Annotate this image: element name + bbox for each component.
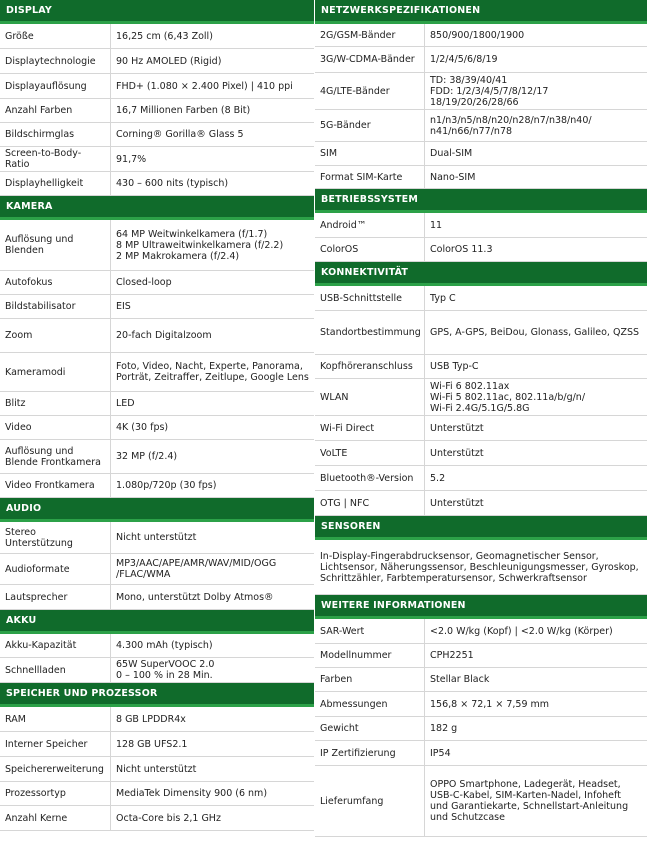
spec-value: 64 MP Weitwinkelkamera (f/1.7) 8 MP Ultraweitwinkelkamera (f/2.2) 2 MP Makrokamera (f/2.4) bbox=[116, 228, 284, 262]
spec-row bbox=[315, 238, 647, 262]
spec-value: 4K (30 fps) bbox=[116, 422, 169, 433]
spec-value: CPH2251 bbox=[430, 650, 474, 661]
spec-row bbox=[0, 172, 314, 196]
spec-value: 850/900/1800/1900 bbox=[430, 29, 525, 41]
spec-label: Audioformate bbox=[0, 554, 111, 584]
spec-label: 2G/GSM-Bänder bbox=[315, 24, 425, 46]
spec-row bbox=[0, 522, 314, 554]
spec-label: Modellnummer bbox=[315, 644, 425, 667]
spec-value: OPPO Smartphone, Ladegerät, Headset, USB-C-Kabel, SIM-Karten-Nadel, Infoheft und Garantiekarte, Schnellstart-Anleitung und Schutzcase bbox=[430, 779, 629, 823]
spec-label: VoLTE bbox=[315, 441, 425, 465]
spec-row bbox=[315, 142, 647, 166]
spec-value: Wi-Fi 6 802.11ax Wi-Fi 5 802.11ac, 802.11a/b/g/n/ Wi-Fi 2.4G/5.1G/5.8G bbox=[430, 380, 586, 414]
spec-row bbox=[0, 757, 314, 782]
spec-row bbox=[0, 295, 314, 319]
spec-label: Displayhelligkeit bbox=[0, 172, 111, 195]
spec-label: Farben bbox=[315, 668, 425, 691]
spec-row bbox=[315, 286, 647, 311]
spec-value: EIS bbox=[116, 301, 131, 312]
spec-label: Video bbox=[0, 416, 111, 439]
spec-label: Bildschirmglas bbox=[0, 123, 111, 146]
spec-row bbox=[315, 47, 647, 73]
spec-value: 5.2 bbox=[430, 472, 446, 484]
spec-value: MP3/AAC/APE/AMR/WAV/MID/OGG /FLAC/WMA bbox=[116, 558, 277, 580]
spec-value: Corning® Gorilla® Glass 5 bbox=[116, 129, 244, 140]
spec-value: 182 g bbox=[430, 723, 458, 734]
spec-label: Wi-Fi Direct bbox=[315, 416, 425, 440]
spec-label: Kopfhöreranschluss bbox=[315, 355, 425, 378]
spec-row bbox=[0, 49, 314, 74]
spec-row bbox=[0, 123, 314, 147]
spec-row bbox=[315, 379, 647, 416]
spec-value: Nano-SIM bbox=[430, 171, 476, 183]
spec-label: Lieferumfang bbox=[315, 766, 425, 836]
spec-row bbox=[315, 692, 647, 717]
spec-value: LED bbox=[116, 398, 135, 409]
spec-row bbox=[0, 99, 314, 123]
spec-value: 430 – 600 nits (typisch) bbox=[116, 178, 229, 189]
spec-value: 16,7 Millionen Farben (8 Bit) bbox=[116, 105, 251, 116]
spec-label: Bluetooth®-Version bbox=[315, 466, 425, 490]
spec-row bbox=[0, 732, 314, 757]
spec-label: Kameramodi bbox=[0, 353, 111, 391]
spec-label: RAM bbox=[0, 707, 111, 731]
section-header-netzwerkspezifikationen: NETZWERKSPEZIFIKATIONEN bbox=[315, 0, 647, 24]
section-header-audio: AUDIO bbox=[0, 498, 314, 522]
section-header-speicher-und-prozessor: SPEICHER UND PROZESSOR bbox=[0, 683, 314, 707]
spec-row bbox=[315, 311, 647, 355]
spec-value: Dual-SIM bbox=[430, 148, 473, 159]
spec-value: Unterstützt bbox=[430, 447, 484, 459]
spec-row bbox=[0, 585, 314, 610]
spec-value: 16,25 cm (6,43 Zoll) bbox=[116, 30, 213, 42]
spec-row bbox=[0, 806, 314, 831]
spec-value: 32 MP (f/2.4) bbox=[116, 451, 178, 462]
spec-label: Auflösung und Blende Frontkamera bbox=[0, 440, 111, 473]
spec-value: Unterstützt bbox=[430, 422, 484, 434]
spec-row bbox=[315, 644, 647, 668]
spec-value: 156,8 × 72,1 × 7,59 mm bbox=[430, 698, 550, 710]
spec-value: Octa-Core bis 2,1 GHz bbox=[116, 812, 221, 824]
spec-value: Nicht unterstützt bbox=[116, 763, 197, 775]
spec-row bbox=[315, 619, 647, 644]
spec-label: Standortbestimmung bbox=[315, 311, 425, 354]
spec-value: 90 Hz AMOLED (Rigid) bbox=[116, 55, 222, 67]
spec-row bbox=[315, 24, 647, 47]
section-header-akku: AKKU bbox=[0, 610, 314, 634]
spec-value: 91,7% bbox=[116, 153, 147, 165]
spec-row bbox=[0, 416, 314, 440]
spec-row bbox=[0, 24, 314, 49]
spec-row bbox=[0, 147, 314, 172]
spec-value: IP54 bbox=[430, 747, 451, 759]
spec-row bbox=[315, 355, 647, 379]
spec-label: Gewicht bbox=[315, 717, 425, 740]
spec-value: 65W SuperVOOC 2.0 0 – 100 % in 28 Min. bbox=[116, 659, 215, 681]
spec-label: Autofokus bbox=[0, 271, 111, 294]
spec-row bbox=[315, 416, 647, 441]
spec-label: IP Zertifizierung bbox=[315, 741, 425, 765]
spec-value: ColorOS 11.3 bbox=[430, 244, 493, 255]
spec-label: 5G-Bänder bbox=[315, 110, 425, 141]
spec-label: Anzahl Farben bbox=[0, 99, 111, 122]
spec-row bbox=[0, 554, 314, 585]
spec-row bbox=[315, 466, 647, 491]
section-header-sensoren: SENSOREN bbox=[315, 516, 647, 540]
section-text-sensoren: In-Display-Fingerabdrucksensor, Geomagnetischer Sensor, Lichtsensor, Näherungssensor, Beschleunigungsmesser, Gyroskop, Schrittzähler, Farbtemperatursensor, Schwerkraftsensor bbox=[315, 540, 647, 595]
spec-value: TD: 38/39/40/41 FDD: 1/2/3/4/5/7/8/12/17 18/19/20/26/28/66 bbox=[430, 74, 549, 108]
spec-row bbox=[0, 634, 314, 658]
spec-value: 128 GB UFS2.1 bbox=[116, 738, 188, 750]
spec-label: WLAN bbox=[315, 379, 425, 415]
spec-label: USB-Schnittstelle bbox=[315, 286, 425, 310]
spec-label: Speichererweiterung bbox=[0, 757, 111, 781]
spec-row bbox=[315, 717, 647, 741]
spec-label: SAR-Wert bbox=[315, 619, 425, 643]
spec-value: MediaTek Dimensity 900 (6 nm) bbox=[116, 788, 268, 799]
spec-value: 4.300 mAh (typisch) bbox=[116, 640, 213, 651]
spec-row bbox=[315, 668, 647, 692]
spec-row bbox=[315, 166, 647, 189]
spec-label: Auflösung und Blenden bbox=[0, 220, 111, 270]
spec-value: Unterstützt bbox=[430, 497, 484, 509]
spec-label: Bildstabilisator bbox=[0, 295, 111, 318]
spec-value: 11 bbox=[430, 219, 443, 231]
spec-value: Mono, unterstützt Dolby Atmos® bbox=[116, 591, 274, 603]
spec-value: n1/n3/n5/n8/n20/n28/n7/n38/n40/ n41/n66/n77/n78 bbox=[430, 114, 592, 137]
spec-label: Screen-to-Body- Ratio bbox=[0, 147, 111, 171]
spec-row bbox=[0, 271, 314, 295]
spec-label: 3G/W-CDMA-Bänder bbox=[315, 47, 425, 72]
spec-value: Stellar Black bbox=[430, 674, 490, 685]
section-header-konnektivität: KONNEKTIVITÄT bbox=[315, 262, 647, 286]
spec-label: Displayauflösung bbox=[0, 74, 111, 98]
spec-label: Prozessortyp bbox=[0, 782, 111, 805]
spec-row bbox=[315, 73, 647, 110]
spec-row bbox=[315, 491, 647, 516]
spec-label: 4G/LTE-Bänder bbox=[315, 73, 425, 109]
spec-label: Stereo Unterstützung bbox=[0, 522, 111, 553]
section-header-kamera: KAMERA bbox=[0, 196, 314, 220]
spec-label: Schnellladen bbox=[0, 658, 111, 682]
spec-value: Typ C bbox=[430, 292, 456, 304]
spec-row bbox=[0, 319, 314, 353]
spec-label: Anzahl Kerne bbox=[0, 806, 111, 830]
section-header-weitere-informationen: WEITERE INFORMATIONEN bbox=[315, 595, 647, 619]
spec-value: Foto, Video, Nacht, Experte, Panorama, Porträt, Zeitraffer, Zeitlupe, Google Lens bbox=[116, 361, 309, 383]
spec-row bbox=[0, 220, 314, 271]
spec-label: Android™ bbox=[315, 213, 425, 237]
spec-value: GPS, A-GPS, BeiDou, Glonass, Galileo, QZSS bbox=[430, 327, 640, 338]
section-header-display: DISPLAY bbox=[0, 0, 314, 24]
spec-label: Zoom bbox=[0, 319, 111, 352]
spec-value: 1/2/4/5/6/8/19 bbox=[430, 54, 498, 65]
spec-label: Akku-Kapazität bbox=[0, 634, 111, 657]
left-column bbox=[0, 0, 314, 831]
spec-row bbox=[315, 441, 647, 466]
spec-row bbox=[0, 474, 314, 498]
spec-label: ColorOS bbox=[315, 238, 425, 261]
spec-row bbox=[0, 353, 314, 392]
spec-label: Format SIM-Karte bbox=[315, 166, 425, 188]
spec-label: Interner Speicher bbox=[0, 732, 111, 756]
spec-value: 8 GB LPDDR4x bbox=[116, 713, 186, 725]
right-column bbox=[315, 0, 647, 837]
spec-label: OTG | NFC bbox=[315, 491, 425, 515]
spec-label: SIM bbox=[315, 142, 425, 165]
spec-row bbox=[315, 110, 647, 142]
spec-row bbox=[315, 766, 647, 837]
spec-row bbox=[0, 707, 314, 732]
spec-value: 1.080p/720p (30 fps) bbox=[116, 480, 217, 491]
spec-label: Blitz bbox=[0, 392, 111, 415]
spec-label: Größe bbox=[0, 24, 111, 48]
spec-label: Displaytechnologie bbox=[0, 49, 111, 73]
spec-row bbox=[0, 440, 314, 474]
spec-value: FHD+ (1.080 × 2.400 Pixel) | 410 ppi bbox=[116, 80, 293, 92]
spec-row bbox=[0, 658, 314, 683]
spec-row bbox=[0, 392, 314, 416]
spec-row bbox=[315, 213, 647, 238]
spec-label: Video Frontkamera bbox=[0, 474, 111, 497]
spec-value: USB Typ-C bbox=[430, 361, 479, 372]
spec-label: Lautsprecher bbox=[0, 585, 111, 609]
spec-value: Nicht unterstützt bbox=[116, 532, 197, 543]
spec-row bbox=[0, 782, 314, 806]
spec-label: Abmessungen bbox=[315, 692, 425, 716]
spec-value: <2.0 W/kg (Kopf) | <2.0 W/kg (Körper) bbox=[430, 625, 613, 637]
spec-value: 20-fach Digitalzoom bbox=[116, 330, 212, 341]
spec-value: Closed-loop bbox=[116, 277, 172, 288]
spec-row bbox=[0, 74, 314, 99]
spec-row bbox=[315, 741, 647, 766]
section-header-betriebssystem: BETRIEBSSYSTEM bbox=[315, 189, 647, 213]
